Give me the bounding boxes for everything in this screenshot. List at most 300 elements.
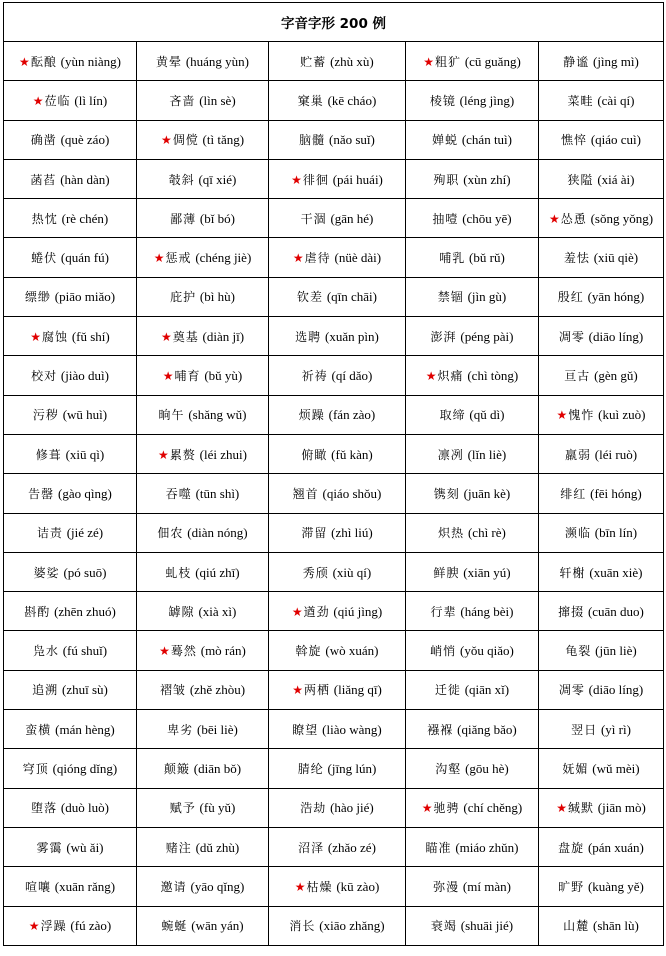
table-row xyxy=(4,199,664,238)
star-icon: ★ xyxy=(162,369,174,384)
word-text: 赌注 xyxy=(165,840,192,855)
pinyin-text: (chán tuì) xyxy=(461,132,512,148)
word-cell xyxy=(539,513,664,552)
pinyin-text: (léng jìng) xyxy=(459,92,515,108)
word-cell xyxy=(4,592,137,631)
word-cell xyxy=(539,434,664,473)
pinyin-text: (wū huì) xyxy=(62,407,108,423)
word-cell xyxy=(4,120,137,159)
word-text: 殷红 xyxy=(557,290,584,305)
word-cell xyxy=(406,867,539,906)
word-cell xyxy=(137,670,269,709)
word-cell xyxy=(539,277,664,316)
star-icon: ★ xyxy=(423,54,434,69)
pinyin-text: (hàn dàn) xyxy=(60,171,110,187)
word-text: 斟酌 xyxy=(24,604,51,619)
word-text: 蓦然 xyxy=(170,644,197,659)
word-cell xyxy=(4,552,137,591)
pinyin-text: (fù yǔ) xyxy=(199,800,236,816)
word-cell xyxy=(539,317,664,356)
word-cell xyxy=(539,631,664,670)
pinyin-text: (lìn sè) xyxy=(199,92,236,108)
table-row xyxy=(4,474,664,513)
word-text: 枯燥 xyxy=(306,879,333,894)
table-row xyxy=(4,788,664,827)
word-cell xyxy=(539,670,664,709)
table-row xyxy=(4,670,664,709)
pinyin-text: (qiáo cuì) xyxy=(590,132,641,148)
word-text: 浮躁 xyxy=(40,919,67,934)
word-text: 秀颀 xyxy=(302,565,329,580)
word-cell xyxy=(539,867,664,906)
star-icon: ★ xyxy=(153,251,165,266)
word-cell xyxy=(4,788,137,827)
word-text: 晌午 xyxy=(158,408,185,423)
word-text: 愧怍 xyxy=(568,408,595,423)
pinyin-text: (liào wàng) xyxy=(322,721,382,737)
word-cell xyxy=(137,474,269,513)
word-text: 吞噬 xyxy=(165,486,192,501)
word-text: 镌刻 xyxy=(433,486,460,501)
word-text: 烦躁 xyxy=(298,408,325,423)
word-cell xyxy=(406,277,539,316)
word-cell xyxy=(406,356,539,395)
pinyin-text: (xiān yú) xyxy=(463,564,511,580)
word-text: 瞭望 xyxy=(292,722,319,737)
word-cell xyxy=(4,631,137,670)
word-cell xyxy=(4,317,137,356)
word-cell xyxy=(4,906,137,945)
table-row xyxy=(4,552,664,591)
word-cell xyxy=(539,749,664,788)
word-text: 殉职 xyxy=(433,172,460,187)
pinyin-text: (cuān duo) xyxy=(587,603,644,619)
pinyin-text: (fǔ kàn) xyxy=(331,446,373,462)
pinyin-text: (huáng yùn) xyxy=(185,53,250,69)
word-text: 卑劣 xyxy=(167,722,194,737)
star-icon: ★ xyxy=(32,93,44,108)
word-cell xyxy=(269,788,406,827)
pinyin-text: (jìng mì) xyxy=(592,53,639,69)
word-cell xyxy=(406,513,539,552)
word-cell xyxy=(406,670,539,709)
table-row xyxy=(4,592,664,631)
pinyin-text: (yāo qǐng) xyxy=(190,878,245,894)
pinyin-text: (zhēn zhuó) xyxy=(54,603,116,619)
word-text: 凛冽 xyxy=(437,447,464,462)
word-cell xyxy=(269,631,406,670)
word-text: 抽噎 xyxy=(432,211,459,226)
word-cell xyxy=(137,710,269,749)
word-cell xyxy=(4,513,137,552)
word-text: 菡萏 xyxy=(30,172,57,187)
word-text: 黄晕 xyxy=(155,54,182,69)
word-cell xyxy=(269,120,406,159)
word-text: 禁锢 xyxy=(437,290,464,305)
word-cell xyxy=(4,42,137,81)
word-cell xyxy=(137,120,269,159)
word-cell xyxy=(4,81,137,120)
word-text: 盘旋 xyxy=(558,840,585,855)
title-row xyxy=(4,3,664,42)
table-row xyxy=(4,710,664,749)
word-text: 羸弱 xyxy=(564,447,591,462)
word-text: 婵蜕 xyxy=(431,133,458,148)
page-title: 字音字形 200 例 xyxy=(4,3,664,42)
word-cell xyxy=(269,277,406,316)
word-text: 凋零 xyxy=(558,329,585,344)
pinyin-text: (xiū qiè) xyxy=(593,250,639,266)
pinyin-text: (cài qí) xyxy=(597,92,635,108)
word-cell xyxy=(269,81,406,120)
pinyin-text: (diàn jī) xyxy=(202,328,245,344)
word-text: 瞄准 xyxy=(425,840,452,855)
word-cell xyxy=(406,42,539,81)
pinyin-text: (jiào duì) xyxy=(60,368,109,384)
star-icon: ★ xyxy=(548,211,560,226)
word-text: 腐蚀 xyxy=(42,329,69,344)
word-text: 倜傥 xyxy=(172,133,199,148)
pinyin-text: (jūn liè) xyxy=(595,643,637,659)
word-cell xyxy=(269,317,406,356)
word-cell xyxy=(269,238,406,277)
word-text: 校对 xyxy=(31,369,58,384)
word-text: 祈祷 xyxy=(301,369,328,384)
pinyin-text: (diàn nóng) xyxy=(187,525,248,541)
word-cell xyxy=(406,395,539,434)
word-text: 羞怯 xyxy=(563,251,590,266)
word-text: 哺育 xyxy=(174,369,201,384)
pinyin-text: (qióng dǐng) xyxy=(52,760,118,776)
star-icon: ★ xyxy=(556,408,568,423)
pinyin-text: (shǎng wǔ) xyxy=(188,407,247,423)
star-icon: ★ xyxy=(160,329,172,344)
word-text: 绯红 xyxy=(560,486,587,501)
word-text: 告罄 xyxy=(28,486,55,501)
word-cell xyxy=(137,513,269,552)
word-cell xyxy=(269,552,406,591)
pinyin-text: (chí chěng) xyxy=(463,800,523,816)
table-row xyxy=(4,277,664,316)
pinyin-text: (yì rì) xyxy=(600,721,631,737)
pinyin-text: (kū zào) xyxy=(336,878,380,894)
pinyin-text: (léi ruò) xyxy=(594,446,638,462)
word-cell xyxy=(137,749,269,788)
word-text: 喧嚷 xyxy=(24,879,51,894)
vocabulary-table xyxy=(3,2,664,946)
star-icon: ★ xyxy=(159,644,170,659)
word-text: 襁褓 xyxy=(427,722,454,737)
word-cell xyxy=(406,788,539,827)
star-icon: ★ xyxy=(158,447,169,462)
pinyin-text: (hào jié) xyxy=(330,800,374,816)
word-text: 虬枝 xyxy=(165,565,192,580)
star-icon: ★ xyxy=(292,683,303,698)
pinyin-text: (tì tǎng) xyxy=(202,132,245,148)
word-text: 徘徊 xyxy=(302,172,329,187)
pinyin-text: (miáo zhǔn) xyxy=(455,839,519,855)
word-cell xyxy=(539,238,664,277)
word-text: 菜畦 xyxy=(567,93,594,108)
word-text: 追溯 xyxy=(32,683,59,698)
word-text: 吝啬 xyxy=(169,93,196,108)
word-text: 佃农 xyxy=(157,526,184,541)
word-cell xyxy=(406,749,539,788)
word-cell xyxy=(269,42,406,81)
pinyin-text: (zhì liú) xyxy=(331,525,373,541)
word-cell xyxy=(137,434,269,473)
star-icon: ★ xyxy=(30,329,41,344)
word-text: 庇护 xyxy=(170,290,197,305)
word-text: 行辈 xyxy=(430,604,457,619)
word-cell xyxy=(137,552,269,591)
pinyin-text: (liǎng qī) xyxy=(333,682,382,698)
word-cell xyxy=(406,199,539,238)
word-cell xyxy=(4,356,137,395)
word-cell xyxy=(137,42,269,81)
pinyin-text: (dǔ zhù) xyxy=(195,839,240,855)
word-text: 翌日 xyxy=(571,722,598,737)
word-text: 蜿蜒 xyxy=(161,919,188,934)
star-icon: ★ xyxy=(294,879,306,894)
word-cell xyxy=(406,159,539,198)
word-text: 轩榭 xyxy=(559,565,586,580)
word-text: 干涸 xyxy=(300,211,327,226)
word-cell xyxy=(269,513,406,552)
word-cell xyxy=(137,867,269,906)
pinyin-text: (nǎo suǐ) xyxy=(328,132,375,148)
pinyin-text: (bǔ rǔ) xyxy=(469,250,505,266)
word-text: 凋零 xyxy=(558,683,585,698)
pinyin-text: (quán fú) xyxy=(60,250,109,266)
word-cell xyxy=(137,317,269,356)
word-text: 雾霭 xyxy=(36,840,63,855)
pinyin-text: (bì hù) xyxy=(199,289,235,305)
pinyin-text: (duò luò) xyxy=(60,800,109,816)
word-cell xyxy=(269,199,406,238)
word-text: 穹顶 xyxy=(22,761,49,776)
word-cell xyxy=(4,277,137,316)
word-text: 窠巢 xyxy=(297,93,324,108)
pinyin-text: (shān lù) xyxy=(592,918,639,934)
pinyin-text: (qī xié) xyxy=(198,171,237,187)
word-cell xyxy=(269,356,406,395)
pinyin-text: (gèn gǔ) xyxy=(594,368,638,384)
pinyin-text: (yùn niàng) xyxy=(60,53,121,69)
word-cell xyxy=(539,788,664,827)
word-text: 莅临 xyxy=(44,93,71,108)
word-text: 酝酿 xyxy=(30,54,57,69)
pinyin-text: (léi zhui) xyxy=(199,446,247,462)
pinyin-text: (rè chén) xyxy=(61,210,109,226)
word-cell xyxy=(269,867,406,906)
pinyin-text: (zhuī sù) xyxy=(61,682,108,698)
word-cell xyxy=(4,670,137,709)
pinyin-text: (fú shuǐ) xyxy=(62,643,108,659)
vocabulary-table-body xyxy=(4,42,664,946)
word-text: 澎湃 xyxy=(430,329,457,344)
word-text: 婆娑 xyxy=(33,565,60,580)
pinyin-text: (chì rè) xyxy=(467,525,506,541)
word-cell xyxy=(4,867,137,906)
table-row xyxy=(4,238,664,277)
word-cell xyxy=(406,552,539,591)
pinyin-text: (qiú zhī) xyxy=(195,564,240,580)
word-text: 濒临 xyxy=(564,526,591,541)
word-cell xyxy=(539,552,664,591)
word-text: 亘古 xyxy=(564,369,591,384)
pinyin-text: (zhù xù) xyxy=(330,53,374,69)
word-cell xyxy=(269,906,406,945)
table-row xyxy=(4,513,664,552)
word-cell xyxy=(4,199,137,238)
pinyin-text: (gōu hè) xyxy=(465,760,509,776)
pinyin-text: (qiú jìng) xyxy=(333,603,383,619)
pinyin-text: (pó suō) xyxy=(63,564,107,580)
table-row xyxy=(4,159,664,198)
word-cell xyxy=(539,827,664,866)
word-cell xyxy=(137,356,269,395)
table-row xyxy=(4,42,664,81)
word-cell xyxy=(137,592,269,631)
word-cell xyxy=(137,199,269,238)
word-cell xyxy=(4,434,137,473)
word-cell xyxy=(539,710,664,749)
pinyin-text: (què záo) xyxy=(60,132,110,148)
word-cell xyxy=(539,199,664,238)
word-cell xyxy=(406,827,539,866)
star-icon: ★ xyxy=(19,54,30,69)
word-text: 赋予 xyxy=(169,801,196,816)
word-text: 憔悴 xyxy=(560,133,587,148)
pinyin-text: (sǒng yǒng) xyxy=(590,210,654,226)
pinyin-text: (piāo miǎo) xyxy=(54,289,116,305)
word-cell xyxy=(269,159,406,198)
pinyin-text: (fēi hóng) xyxy=(590,485,642,501)
word-cell xyxy=(137,277,269,316)
pinyin-text: (shuāi jié) xyxy=(460,918,514,934)
word-text: 怂恿 xyxy=(560,211,587,226)
word-text: 鄙薄 xyxy=(170,211,197,226)
word-text: 驰骋 xyxy=(433,801,460,816)
word-text: 斡旋 xyxy=(295,644,322,659)
table-row xyxy=(4,827,664,866)
pinyin-text: (diāo líng) xyxy=(588,682,644,698)
pinyin-text: (zhě zhòu) xyxy=(189,682,246,698)
word-cell xyxy=(137,81,269,120)
word-cell xyxy=(539,906,664,945)
word-text: 蜷伏 xyxy=(31,251,58,266)
word-cell xyxy=(269,710,406,749)
word-text: 钦差 xyxy=(296,290,323,305)
pinyin-text: (xuǎn pìn) xyxy=(325,328,379,344)
word-text: 诘责 xyxy=(36,526,63,541)
word-cell xyxy=(4,474,137,513)
pinyin-text: (pán xuán) xyxy=(587,839,644,855)
word-text: 哺乳 xyxy=(439,251,466,266)
word-text: 龟裂 xyxy=(565,644,592,659)
pinyin-text: (gào qìng) xyxy=(58,485,112,501)
word-text: 惩戒 xyxy=(165,251,192,266)
word-text: 炽痛 xyxy=(437,369,464,384)
table-row xyxy=(4,395,664,434)
word-cell xyxy=(4,238,137,277)
word-text: 攲斜 xyxy=(168,172,195,187)
word-text: 贮蓄 xyxy=(300,54,327,69)
word-text: 峭悄 xyxy=(430,644,457,659)
star-icon: ★ xyxy=(421,801,433,816)
table-row xyxy=(4,317,664,356)
pinyin-text: (jié zé) xyxy=(66,525,104,541)
word-cell xyxy=(539,395,664,434)
table-row xyxy=(4,631,664,670)
word-cell xyxy=(4,159,137,198)
pinyin-text: (jīng lún) xyxy=(327,760,377,776)
word-cell xyxy=(539,120,664,159)
word-cell xyxy=(137,788,269,827)
pinyin-text: (yǒu qiǎo) xyxy=(460,643,514,659)
word-text: 遒劲 xyxy=(303,604,330,619)
word-cell xyxy=(137,159,269,198)
pinyin-text: (qǔ dì) xyxy=(469,407,505,423)
pinyin-text: (qiān xǐ) xyxy=(464,682,510,698)
word-text: 粗犷 xyxy=(434,54,461,69)
pinyin-text: (wò xuán) xyxy=(325,643,379,659)
pinyin-text: (diān bǒ) xyxy=(193,760,242,776)
pinyin-text: (qí dǎo) xyxy=(331,368,373,384)
word-cell xyxy=(137,238,269,277)
pinyin-text: (qiáo shǒu) xyxy=(322,485,382,501)
word-text: 棱镜 xyxy=(429,93,456,108)
table-row xyxy=(4,749,664,788)
vocabulary-sheet xyxy=(3,2,663,946)
pinyin-text: (cū guǎng) xyxy=(464,53,521,69)
word-text: 缥缈 xyxy=(24,290,51,305)
word-cell xyxy=(406,81,539,120)
pinyin-text: (fú zào) xyxy=(70,918,112,934)
word-cell xyxy=(4,827,137,866)
word-cell xyxy=(406,474,539,513)
word-text: 罅隙 xyxy=(168,604,195,619)
word-cell xyxy=(137,631,269,670)
word-cell xyxy=(539,474,664,513)
star-icon: ★ xyxy=(291,172,302,187)
word-cell xyxy=(406,238,539,277)
word-cell xyxy=(269,592,406,631)
pinyin-text: (háng bèi) xyxy=(460,603,514,619)
pinyin-text: (mò rán) xyxy=(200,643,246,659)
word-text: 衰竭 xyxy=(430,919,457,934)
pinyin-text: (wù ǎi) xyxy=(66,839,104,855)
word-cell xyxy=(269,474,406,513)
pinyin-text: (wān yán) xyxy=(191,918,244,934)
table-row xyxy=(4,81,664,120)
word-text: 修葺 xyxy=(35,447,62,462)
word-text: 凫水 xyxy=(32,644,59,659)
word-cell xyxy=(4,749,137,788)
word-cell xyxy=(269,749,406,788)
word-text: 选聘 xyxy=(295,329,322,344)
pinyin-text: (gān hé) xyxy=(330,210,374,226)
word-cell xyxy=(269,395,406,434)
word-cell xyxy=(269,670,406,709)
pinyin-text: (lǐn liè) xyxy=(467,446,507,462)
word-text: 虐待 xyxy=(304,251,331,266)
word-text: 山麓 xyxy=(563,919,590,934)
word-cell xyxy=(539,42,664,81)
word-cell xyxy=(137,906,269,945)
word-cell xyxy=(406,120,539,159)
